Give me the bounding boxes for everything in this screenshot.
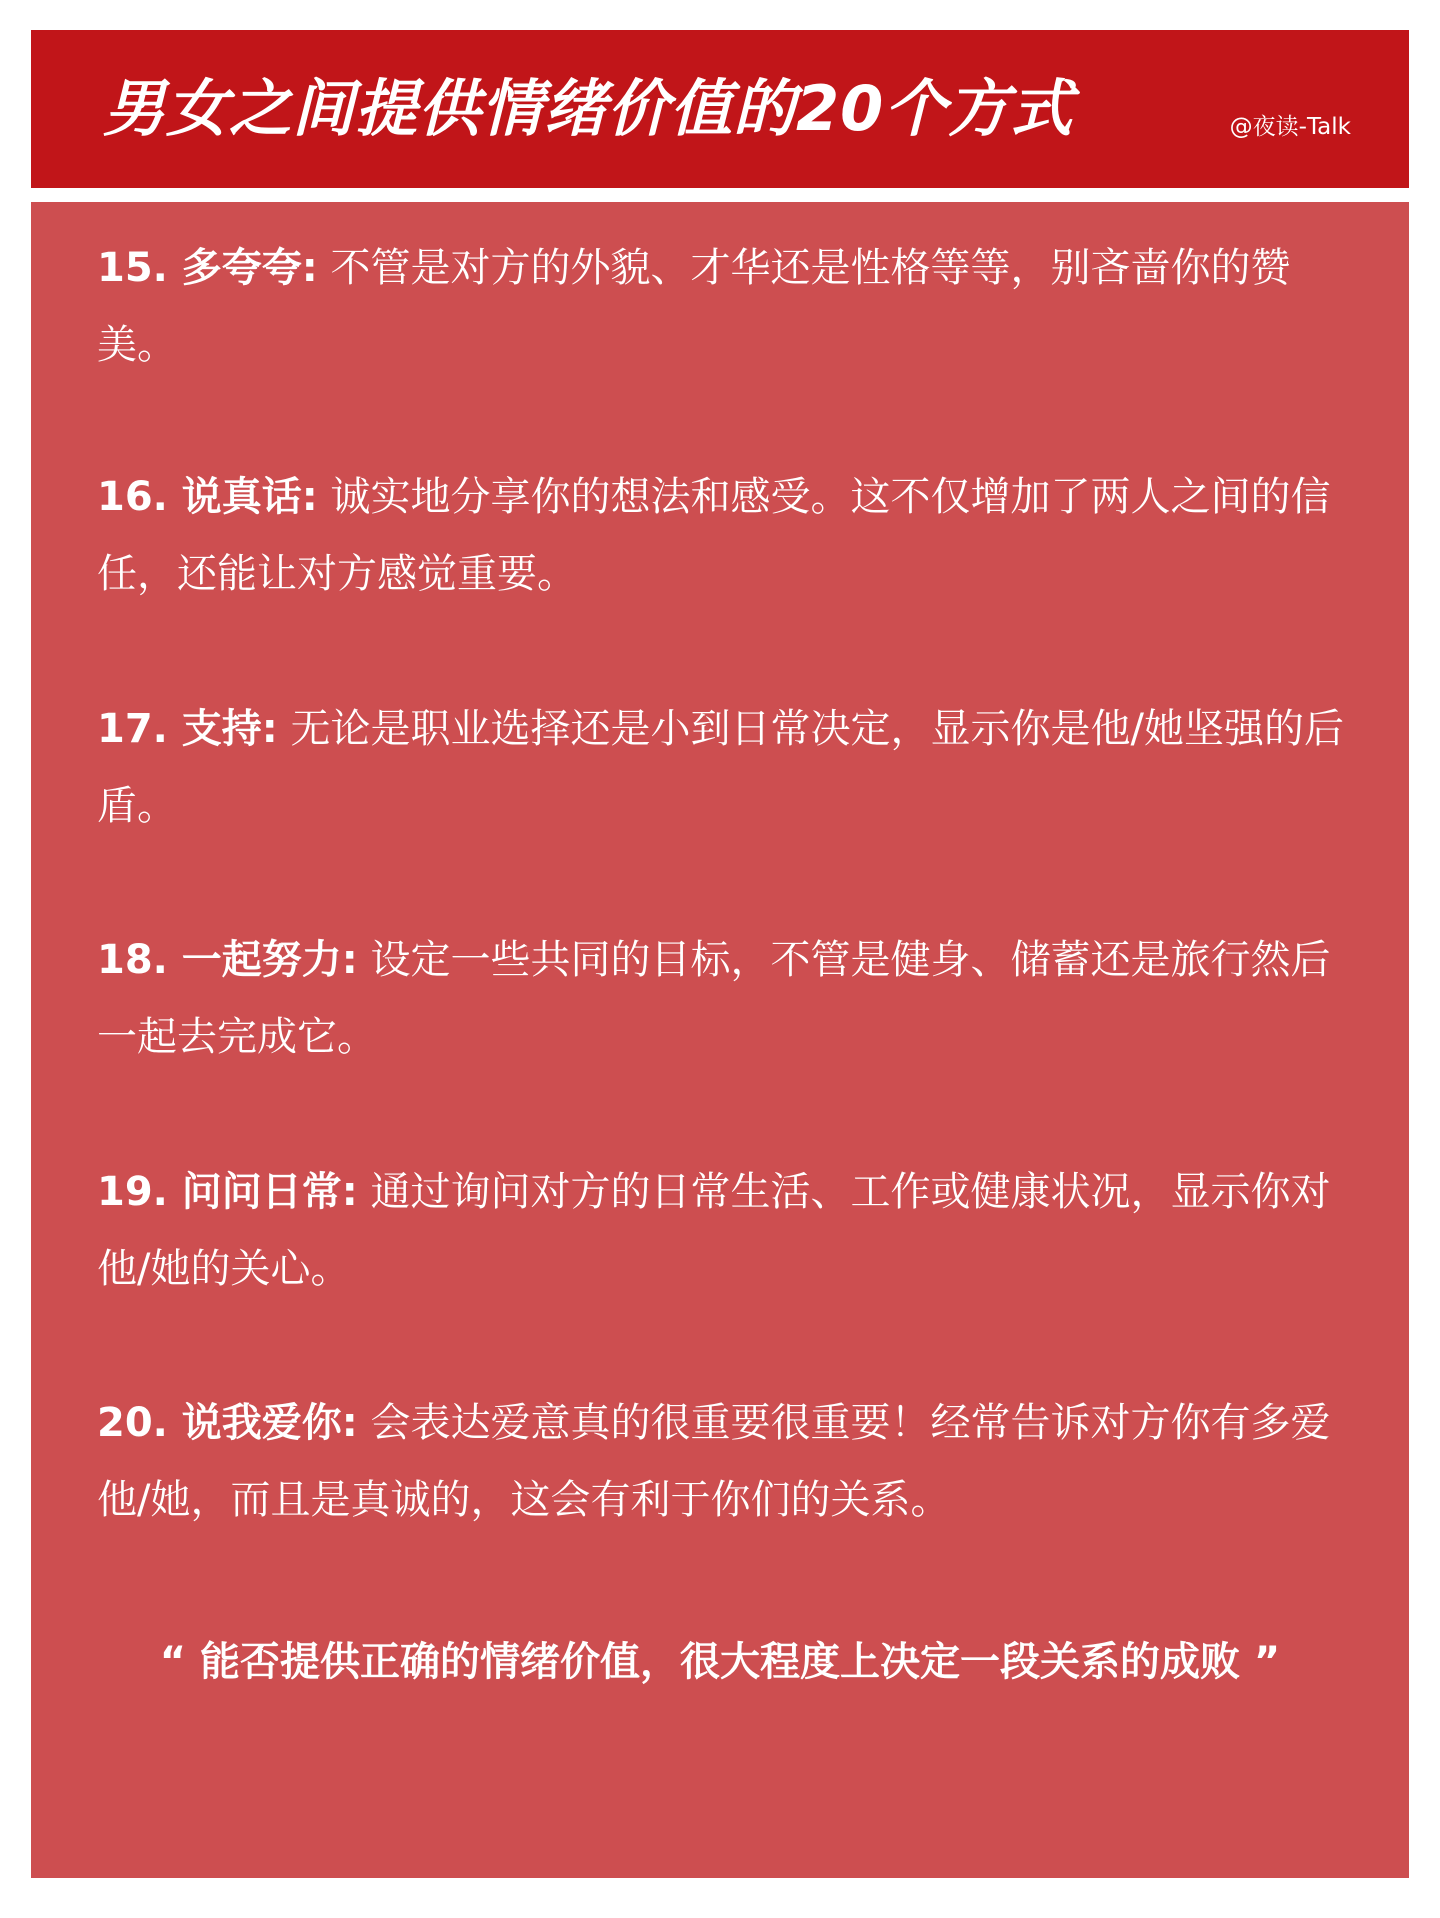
item-heading: 16. 说真话: xyxy=(97,474,318,520)
list-item-19 xyxy=(97,1154,1357,1308)
item-heading: 19. 问问日常: xyxy=(97,1169,358,1215)
item-text: 不管是对方的外貌、才华还是性格等等，别吝啬你的赞美。 xyxy=(97,245,1291,368)
item-heading: 20. 说我爱你: xyxy=(97,1400,358,1446)
author-handle: @夜读-Talk xyxy=(1229,114,1351,140)
list-item-16 xyxy=(97,459,1357,613)
item-text: 设定一些共同的目标，不管是健身、储蓄还是旅行然后一起去完成它。 xyxy=(97,937,1331,1060)
list-item-15 xyxy=(97,230,1357,384)
item-heading: 17. 支持: xyxy=(97,706,278,752)
closing-quote: “ 能否提供正确的情绪价值，很大程度上决定一段关系的成败 ” xyxy=(159,1639,1281,1685)
item-text: 通过询问对方的日常生活、工作或健康状况，显示你对他/她的关心。 xyxy=(97,1169,1331,1292)
list-item-20 xyxy=(97,1385,1357,1539)
list-item-17 xyxy=(97,691,1357,845)
header-banner xyxy=(31,30,1409,188)
item-heading: 18. 一起努力: xyxy=(97,937,358,983)
item-heading: 15. 多夸夸: xyxy=(97,245,318,291)
content-panel xyxy=(31,202,1409,1878)
list-item-18 xyxy=(97,922,1357,1076)
page-title: 男女之间提供情绪价值的20个方式 xyxy=(103,72,1074,145)
item-text: 诚实地分享你的想法和感受。这不仅增加了两人之间的信任，还能让对方感觉重要。 xyxy=(97,474,1331,597)
item-text: 会表达爱意真的很重要很重要！经常告诉对方你有多爱他/她，而且是真诚的，这会有利于你们的关系。 xyxy=(97,1400,1331,1523)
item-text: 无论是职业选择还是小到日常决定，显示你是他/她坚强的后盾。 xyxy=(97,706,1344,829)
